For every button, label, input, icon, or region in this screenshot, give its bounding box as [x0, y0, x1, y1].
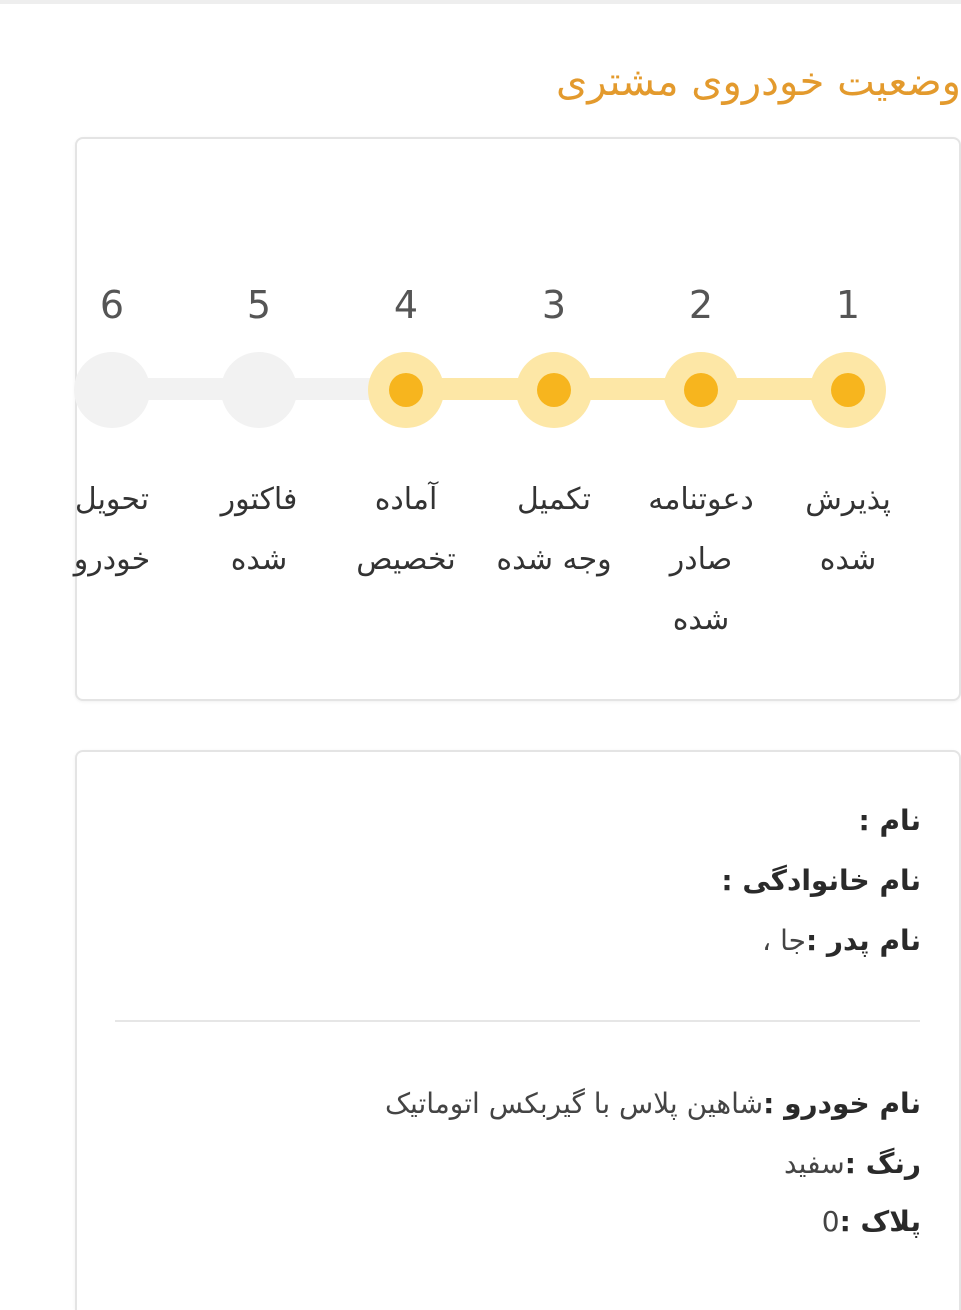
- step-4: [336, 270, 476, 590]
- step-3: [484, 270, 624, 590]
- customer-family-label: نام خانوادگی :: [721, 864, 921, 897]
- step-pending-dot: [221, 352, 297, 428]
- step-label: تحویل خودرو: [73, 482, 151, 577]
- step-complete-dot: [810, 352, 886, 428]
- vehicle-color-label: رنگ :: [844, 1147, 921, 1180]
- step-complete-dot: [368, 352, 444, 428]
- customer-father-value: جا ،: [762, 924, 806, 957]
- step-2: [631, 270, 771, 650]
- step-label: دعوتنامه صادر شده: [648, 482, 754, 637]
- vehicle-model-label: نام خودرو :: [763, 1087, 921, 1120]
- step-label: آماده تخصیص: [356, 482, 456, 577]
- step-pending-dot: [74, 352, 150, 428]
- customer-name-label: نام :: [858, 804, 921, 837]
- vehicle-color-value: سفید: [783, 1147, 845, 1180]
- step-label: فاکتور شده: [220, 482, 298, 577]
- vehicle-color-field: [784, 1144, 921, 1184]
- vehicle-model-field: [385, 1084, 921, 1124]
- step-number: 3: [541, 283, 567, 327]
- step-label: تکمیل وجه شده: [496, 482, 612, 577]
- customer-father-field: [762, 921, 921, 961]
- step-6: [42, 270, 182, 590]
- step-5: [189, 270, 329, 590]
- section-divider: [115, 1020, 920, 1022]
- step-number: 2: [688, 283, 714, 327]
- step-number: 1: [835, 283, 861, 327]
- top-bar: [0, 0, 961, 4]
- vehicle-model-value: شاهین پلاس با گیربکس اتوماتیک: [384, 1087, 764, 1120]
- step-1: [778, 270, 918, 590]
- step-complete-dot: [516, 352, 592, 428]
- vehicle-plate-value: 0: [821, 1205, 840, 1238]
- vehicle-plate-field: [822, 1202, 921, 1242]
- vehicle-plate-label: پلاک :: [839, 1205, 921, 1238]
- customer-father-label: نام پدر :: [805, 924, 921, 957]
- page-title: وضعیت خودروی مشتری: [555, 59, 961, 105]
- step-number: 5: [246, 283, 272, 327]
- step-label: پذیرش شده: [805, 482, 891, 577]
- customer-name-field: [859, 801, 922, 841]
- step-complete-dot: [663, 352, 739, 428]
- customer-family-field: [721, 861, 921, 901]
- step-number: 6: [99, 283, 125, 327]
- step-number: 4: [393, 283, 419, 327]
